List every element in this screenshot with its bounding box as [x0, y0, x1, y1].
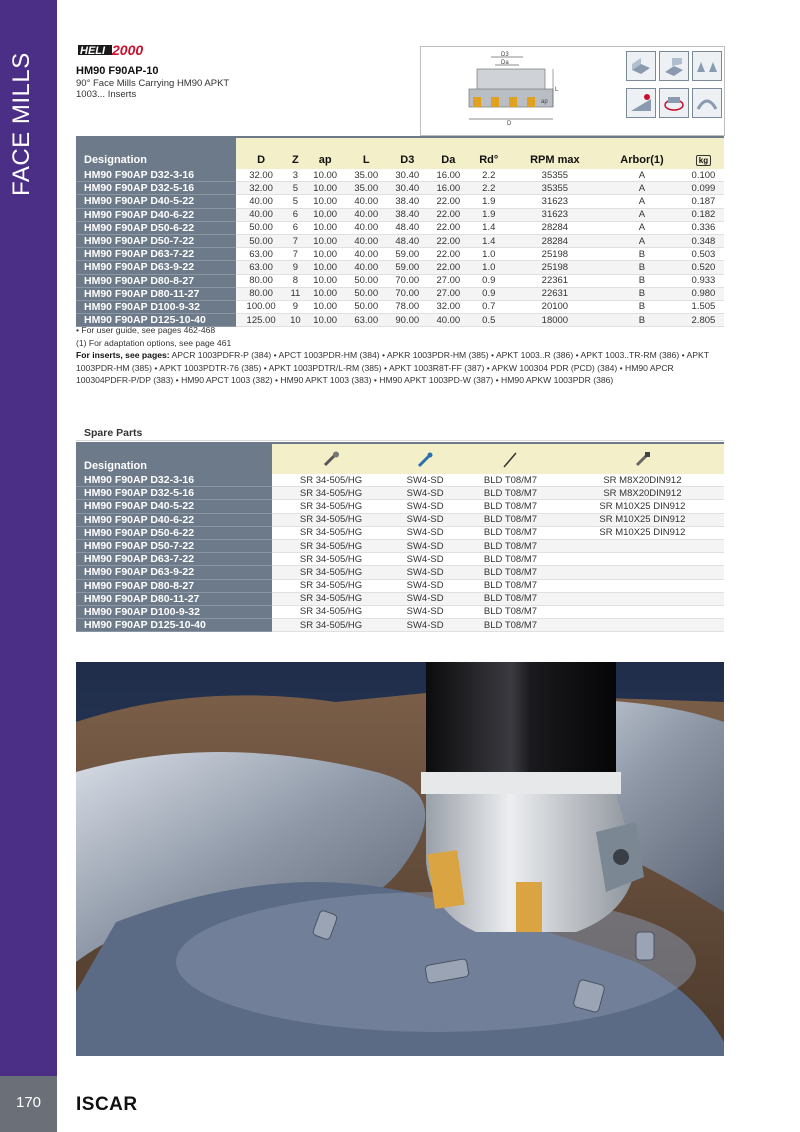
- table-cell: A: [601, 195, 683, 208]
- spare-cell: SR 34-505/HG: [272, 474, 390, 487]
- spare-cell: BLD T08/M7: [460, 592, 561, 605]
- spare-cell: BLD T08/M7: [460, 619, 561, 632]
- spare-row: [76, 526, 724, 539]
- table-cell: 10.00: [305, 274, 346, 287]
- pocketing-icon: [692, 88, 722, 118]
- helical-interpolation-icon: [659, 88, 689, 118]
- col-l: L: [346, 137, 387, 169]
- label-ap: ap: [541, 99, 548, 105]
- spare-col-screw: [272, 443, 390, 474]
- table-cell: 35355: [509, 169, 601, 182]
- table-cell: 48.40: [387, 234, 428, 247]
- table-cell: 50.00: [236, 221, 286, 234]
- blade-icon: [500, 451, 520, 469]
- spare-cell: SW4-SD: [390, 605, 460, 618]
- spare-cell: [561, 619, 724, 632]
- table-cell: 5: [286, 195, 305, 208]
- spare-cell: SR 34-505/HG: [272, 605, 390, 618]
- spare-cell: SR 34-505/HG: [272, 579, 390, 592]
- spare-parts-table: [76, 442, 724, 632]
- spare-parts-table-wrapper: [76, 442, 724, 632]
- table-cell: 50.00: [346, 274, 387, 287]
- tool-diagram-panel: [420, 46, 725, 136]
- spare-cell: [561, 539, 724, 552]
- col-designation: Designation: [76, 137, 236, 169]
- table-row: [76, 221, 724, 234]
- table-cell: 10.00: [305, 314, 346, 327]
- shoulder-milling-icon: [659, 51, 689, 81]
- table-cell: 32.00: [236, 182, 286, 195]
- table-cell: B: [601, 287, 683, 300]
- table-cell: 28284: [509, 221, 601, 234]
- spare-cell: SW4-SD: [390, 474, 460, 487]
- table-row: [76, 169, 724, 182]
- table-cell: 5: [286, 182, 305, 195]
- table-cell: 7: [286, 248, 305, 261]
- table-cell: 18000: [509, 314, 601, 327]
- spare-cell: BLD T08/M7: [460, 500, 561, 513]
- weight-icon: kg: [696, 155, 711, 166]
- spare-row-designation: HM90 F90AP D63-7-22: [76, 553, 272, 566]
- spare-col-blade: [460, 443, 561, 474]
- spare-cell: SR 34-505/HG: [272, 553, 390, 566]
- spare-col-key: [390, 443, 460, 474]
- table-cell: 100.00: [236, 300, 286, 313]
- spare-cell: [561, 566, 724, 579]
- heli2000-logo: [78, 42, 156, 57]
- table-cell: 50.00: [346, 300, 387, 313]
- section-title: FACE MILLS: [8, 52, 35, 196]
- table-cell: 0.187: [683, 195, 724, 208]
- tool-diagram: [439, 49, 589, 133]
- spare-row-designation: HM90 F90AP D40-6-22: [76, 513, 272, 526]
- table-cell: 22.00: [428, 248, 469, 261]
- row-designation: HM90 F90AP D63-7-22: [76, 248, 236, 261]
- table-cell: 6: [286, 221, 305, 234]
- spare-cell: SW4-SD: [390, 553, 460, 566]
- table-cell: 25198: [509, 248, 601, 261]
- table-cell: 0.9: [469, 287, 509, 300]
- spare-row: [76, 487, 724, 500]
- table-row: [76, 182, 724, 195]
- table-cell: 20100: [509, 300, 601, 313]
- table-cell: 59.00: [387, 248, 428, 261]
- spare-cell: SW4-SD: [390, 566, 460, 579]
- spare-row: [76, 500, 724, 513]
- spare-row: [76, 605, 724, 618]
- table-cell: 22.00: [428, 208, 469, 221]
- note-user-guide: • For user guide, see pages 462-468: [76, 325, 216, 335]
- spare-cell: SR 34-505/HG: [272, 513, 390, 526]
- table-cell: 2.805: [683, 314, 724, 327]
- table-cell: A: [601, 221, 683, 234]
- col-da: Da: [428, 137, 469, 169]
- table-row: [76, 274, 724, 287]
- label-d: D: [507, 121, 512, 127]
- spare-row-designation: HM90 F90AP D63-9-22: [76, 566, 272, 579]
- table-cell: 22361: [509, 274, 601, 287]
- col-d3: D3: [387, 137, 428, 169]
- spare-row: [76, 513, 724, 526]
- table-cell: 78.00: [387, 300, 428, 313]
- table-cell: 10.00: [305, 169, 346, 182]
- table-cell: 50.00: [236, 234, 286, 247]
- spare-cell: SW4-SD: [390, 526, 460, 539]
- table-cell: 1.9: [469, 208, 509, 221]
- table-cell: 2.2: [469, 169, 509, 182]
- row-designation: HM90 F90AP D125-10-40: [76, 314, 236, 327]
- spare-row: [76, 539, 724, 552]
- table-row: [76, 208, 724, 221]
- row-designation: HM90 F90AP D100-9-32: [76, 300, 236, 313]
- table-cell: 90.00: [387, 314, 428, 327]
- table-cell: 28284: [509, 234, 601, 247]
- spare-row-designation: HM90 F90AP D80-11-27: [76, 592, 272, 605]
- table-cell: 40.00: [346, 195, 387, 208]
- table-cell: 32.00: [236, 169, 286, 182]
- spare-cell: SR M10X25 DIN912: [561, 500, 724, 513]
- spare-cell: BLD T08/M7: [460, 539, 561, 552]
- table-cell: 2.2: [469, 182, 509, 195]
- spare-row-designation: HM90 F90AP D80-8-27: [76, 579, 272, 592]
- table-row: [76, 248, 724, 261]
- table-cell: 30.40: [387, 182, 428, 195]
- spare-row: [76, 553, 724, 566]
- table-cell: 6: [286, 208, 305, 221]
- table-cell: B: [601, 261, 683, 274]
- spare-cell: SR M8X20DIN912: [561, 487, 724, 500]
- table-cell: 10.00: [305, 234, 346, 247]
- spare-cell: SR M10X25 DIN912: [561, 526, 724, 539]
- row-designation: HM90 F90AP D50-7-22: [76, 234, 236, 247]
- svg-text:HELI: HELI: [80, 45, 106, 57]
- table-cell: 0.348: [683, 234, 724, 247]
- spare-cell: SW4-SD: [390, 500, 460, 513]
- row-designation: HM90 F90AP D50-6-22: [76, 221, 236, 234]
- table-row: [76, 234, 724, 247]
- table-cell: 80.00: [236, 287, 286, 300]
- product-photo: [76, 662, 724, 1056]
- table-cell: 40.00: [428, 314, 469, 327]
- table-cell: 63.00: [346, 314, 387, 327]
- svg-text:2000: 2000: [112, 42, 144, 58]
- table-cell: 40.00: [236, 195, 286, 208]
- table-cell: 0.5: [469, 314, 509, 327]
- col-rpm: RPM max: [509, 137, 601, 169]
- table-cell: 31623: [509, 208, 601, 221]
- spare-cell: [561, 553, 724, 566]
- table-cell: 70.00: [387, 274, 428, 287]
- table-cell: 8: [286, 274, 305, 287]
- main-spec-table-wrapper: [76, 136, 724, 327]
- table-cell: 35.00: [346, 182, 387, 195]
- application-icons: [626, 51, 722, 131]
- table-cell: 1.4: [469, 234, 509, 247]
- table-cell: 40.00: [236, 208, 286, 221]
- main-spec-table: [76, 136, 724, 327]
- col-rd: Rd°: [469, 137, 509, 169]
- spare-cell: SR 34-505/HG: [272, 566, 390, 579]
- screw-icon: [321, 451, 341, 469]
- table-cell: 70.00: [387, 287, 428, 300]
- spare-row: [76, 592, 724, 605]
- table-cell: 1.0: [469, 248, 509, 261]
- page-number: 170: [15, 1094, 42, 1111]
- table-cell: 16.00: [428, 169, 469, 182]
- row-designation: HM90 F90AP D80-8-27: [76, 274, 236, 287]
- table-cell: A: [601, 234, 683, 247]
- table-cell: 7: [286, 234, 305, 247]
- table-cell: 125.00: [236, 314, 286, 327]
- spare-row-designation: HM90 F90AP D100-9-32: [76, 605, 272, 618]
- table-cell: 9: [286, 300, 305, 313]
- row-designation: HM90 F90AP D40-6-22: [76, 208, 236, 221]
- table-cell: 16.00: [428, 182, 469, 195]
- table-cell: A: [601, 182, 683, 195]
- table-cell: 0.100: [683, 169, 724, 182]
- spare-cell: [561, 605, 724, 618]
- table-cell: 0.503: [683, 248, 724, 261]
- table-cell: 59.00: [387, 261, 428, 274]
- table-cell: B: [601, 274, 683, 287]
- spare-cell: SR 34-505/HG: [272, 487, 390, 500]
- table-cell: 40.00: [346, 208, 387, 221]
- row-designation: HM90 F90AP D40-5-22: [76, 195, 236, 208]
- col-z: Z: [286, 137, 305, 169]
- col-ap: ap: [305, 137, 346, 169]
- spare-cell: SW4-SD: [390, 539, 460, 552]
- spare-cell: SR M10X25 DIN912: [561, 513, 724, 526]
- table-cell: 27.00: [428, 287, 469, 300]
- table-cell: 25198: [509, 261, 601, 274]
- table-cell: 48.40: [387, 221, 428, 234]
- table-cell: 10.00: [305, 221, 346, 234]
- table-cell: 0.336: [683, 221, 724, 234]
- col-arbor: Arbor(1): [601, 137, 683, 169]
- note-inserts-label: For inserts, see pages:: [76, 350, 170, 360]
- table-cell: 10.00: [305, 195, 346, 208]
- spare-cell: SR M8X20DIN912: [561, 474, 724, 487]
- table-cell: 32.00: [428, 300, 469, 313]
- table-cell: 1.0: [469, 261, 509, 274]
- table-row: [76, 261, 724, 274]
- table-row: [76, 195, 724, 208]
- label-l: L: [555, 87, 559, 93]
- table-cell: 22.00: [428, 261, 469, 274]
- spare-cell: BLD T08/M7: [460, 474, 561, 487]
- table-cell: 0.980: [683, 287, 724, 300]
- spare-cell: SR 34-505/HG: [272, 526, 390, 539]
- spare-row: [76, 579, 724, 592]
- spare-row: [76, 566, 724, 579]
- product-title: HM90 F90AP-10: [76, 65, 159, 77]
- table-cell: 38.40: [387, 208, 428, 221]
- label-d3: D3: [501, 52, 509, 58]
- table-cell: 9: [286, 261, 305, 274]
- table-cell: 40.00: [346, 261, 387, 274]
- spare-cell: BLD T08/M7: [460, 553, 561, 566]
- table-cell: 0.933: [683, 274, 724, 287]
- table-row: [76, 300, 724, 313]
- spare-row-designation: HM90 F90AP D32-3-16: [76, 474, 272, 487]
- spare-row-designation: HM90 F90AP D125-10-40: [76, 619, 272, 632]
- table-cell: 10.00: [305, 287, 346, 300]
- spare-cell: SR 34-505/HG: [272, 539, 390, 552]
- table-cell: 22631: [509, 287, 601, 300]
- table-cell: 27.00: [428, 274, 469, 287]
- table-cell: 35355: [509, 182, 601, 195]
- table-row: [76, 287, 724, 300]
- table-cell: 0.9: [469, 274, 509, 287]
- notes-block: [76, 324, 724, 387]
- spare-cell: SW4-SD: [390, 592, 460, 605]
- spare-cell: BLD T08/M7: [460, 487, 561, 500]
- milling-scene-illustration: [76, 662, 724, 1056]
- spare-cell: SW4-SD: [390, 619, 460, 632]
- slotting-icon: [692, 51, 722, 81]
- table-cell: 30.40: [387, 169, 428, 182]
- table-cell: 3: [286, 169, 305, 182]
- table-cell: 63.00: [236, 261, 286, 274]
- table-cell: 0.7: [469, 300, 509, 313]
- spare-cell: SW4-SD: [390, 487, 460, 500]
- table-cell: 31623: [509, 195, 601, 208]
- table-cell: 10.00: [305, 261, 346, 274]
- table-cell: 35.00: [346, 169, 387, 182]
- table-cell: 40.00: [346, 248, 387, 261]
- table-cell: 1.505: [683, 300, 724, 313]
- table-cell: 10.00: [305, 182, 346, 195]
- spare-parts-title: Spare Parts: [76, 427, 724, 441]
- product-subtitle: 90° Face Mills Carrying HM90 APKT 1003... Inserts: [76, 78, 230, 100]
- table-cell: 22.00: [428, 221, 469, 234]
- col-d: D: [236, 137, 286, 169]
- spare-cell: BLD T08/M7: [460, 579, 561, 592]
- table-cell: 0.182: [683, 208, 724, 221]
- spare-row: [76, 474, 724, 487]
- spare-cell: SR 34-505/HG: [272, 619, 390, 632]
- spare-col-designation: Designation: [76, 443, 272, 474]
- table-cell: 38.40: [387, 195, 428, 208]
- table-cell: 50.00: [346, 287, 387, 300]
- table-cell: 22.00: [428, 234, 469, 247]
- spare-cell: BLD T08/M7: [460, 513, 561, 526]
- bolt-icon: [632, 451, 652, 469]
- spare-row-designation: HM90 F90AP D50-7-22: [76, 539, 272, 552]
- face-milling-icon: [626, 51, 656, 81]
- spare-cell: SW4-SD: [390, 513, 460, 526]
- table-cell: A: [601, 169, 683, 182]
- row-designation: HM90 F90AP D80-11-27: [76, 287, 236, 300]
- spare-cell: BLD T08/M7: [460, 566, 561, 579]
- note-adaptation: (1) For adaptation options, see page 461: [76, 337, 232, 348]
- spare-cell: SR 34-505/HG: [272, 592, 390, 605]
- table-cell: 10.00: [305, 208, 346, 221]
- table-cell: 22.00: [428, 195, 469, 208]
- spare-header-row: [76, 443, 724, 474]
- spare-row-designation: HM90 F90AP D50-6-22: [76, 526, 272, 539]
- note-inserts: [76, 349, 724, 387]
- table-cell: B: [601, 314, 683, 327]
- spare-row-designation: HM90 F90AP D40-5-22: [76, 500, 272, 513]
- ramping-icon: [626, 88, 656, 118]
- row-designation: HM90 F90AP D32-5-16: [76, 182, 236, 195]
- logo-graphic: [78, 42, 158, 58]
- table-cell: 11: [286, 287, 305, 300]
- table-cell: 10.00: [305, 248, 346, 261]
- spare-row: [76, 619, 724, 632]
- spare-row-designation: HM90 F90AP D32-5-16: [76, 487, 272, 500]
- spare-cell: BLD T08/M7: [460, 526, 561, 539]
- table-cell: 40.00: [346, 234, 387, 247]
- table-cell: 63.00: [236, 248, 286, 261]
- table-cell: 40.00: [346, 221, 387, 234]
- table-cell: 0.520: [683, 261, 724, 274]
- table-header-row: [76, 137, 724, 169]
- col-weight: [683, 137, 724, 169]
- brand-logo: ISCAR: [76, 1094, 138, 1115]
- note-inserts-text: APCR 1003PDFR-P (384) • APCT 1003PDR-HM (384) • APKR 1003PDR-HM (385) • APKT 1003..R (386) • APKT 1003..TR-RM (386) • APKT 1003PDR-HM (385) • APKT 1003PDTR-76 (385) • APKT 1003PDTR/L-RM (385) • APKT 1003R8T-FF (387) • APKW 100304 PDR (PCD) (384) • HM90 APCR 100304PDFR-P/DP (383) • HM90 APCT 1003 (382) • HM90 APKT 1003 (383) • HM90 APKT 1003PD-W (387) • HM90 APKW 1003PDR (386): [76, 350, 709, 385]
- table-cell: A: [601, 208, 683, 221]
- table-cell: 1.4: [469, 221, 509, 234]
- table-cell: 80.00: [236, 274, 286, 287]
- key-icon: [415, 451, 435, 469]
- row-designation: HM90 F90AP D63-9-22: [76, 261, 236, 274]
- table-cell: 10.00: [305, 300, 346, 313]
- spare-cell: SR 34-505/HG: [272, 500, 390, 513]
- table-cell: B: [601, 300, 683, 313]
- spare-col-bolt: [561, 443, 724, 474]
- row-designation: HM90 F90AP D32-3-16: [76, 169, 236, 182]
- table-cell: B: [601, 248, 683, 261]
- table-cell: 10: [286, 314, 305, 327]
- label-da: Da: [501, 60, 509, 66]
- spare-cell: SW4-SD: [390, 579, 460, 592]
- spare-cell: BLD T08/M7: [460, 605, 561, 618]
- table-cell: 1.9: [469, 195, 509, 208]
- table-cell: 0.099: [683, 182, 724, 195]
- spare-cell: [561, 579, 724, 592]
- spare-cell: [561, 592, 724, 605]
